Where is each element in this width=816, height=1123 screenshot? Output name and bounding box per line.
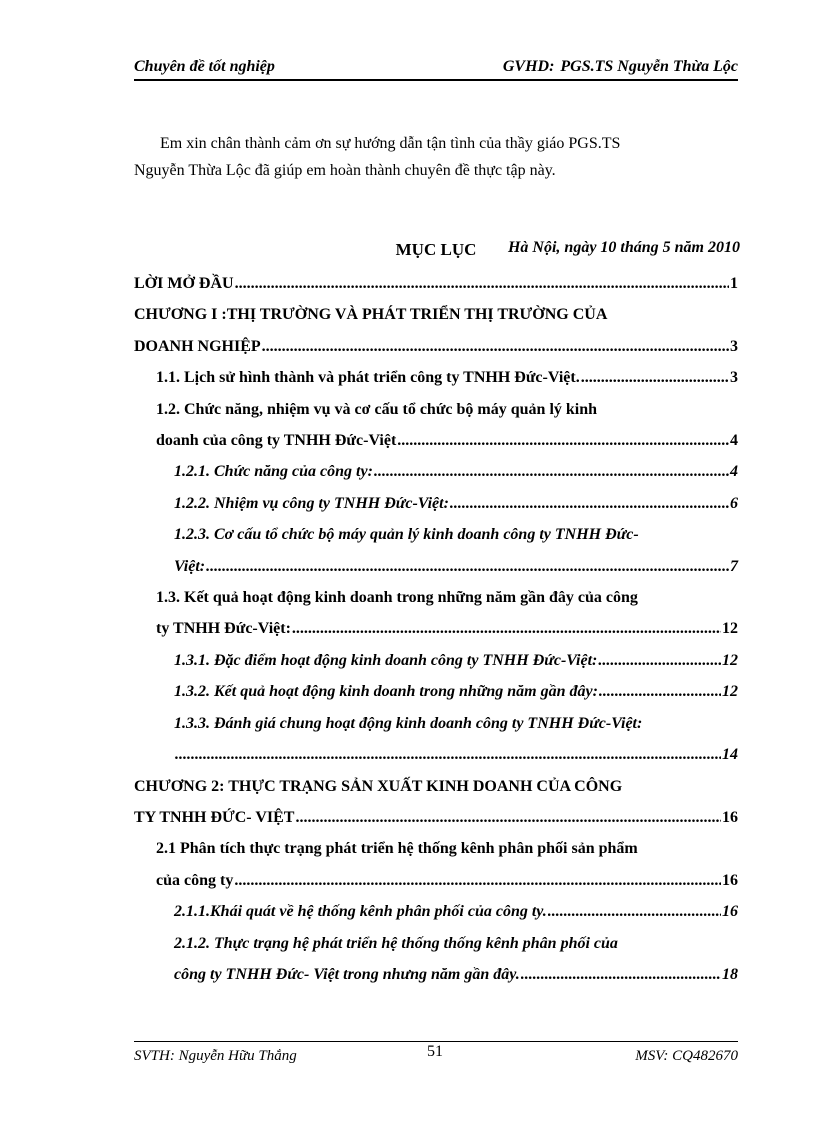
toc-page-number: 18 (722, 965, 738, 983)
dot-leader (206, 551, 729, 582)
dot-leader (262, 331, 729, 362)
toc-page-number: 3 (730, 369, 738, 387)
toc-page-number: 4 (730, 432, 738, 450)
toc-entry-1-3[interactable]: 1.3. Kết quả hoạt động kinh doanh trong những năm gần đây của công ty TNHH Đức-Việt: ..... 12 (134, 582, 738, 645)
footer-student-name: SVTH: Nguyễn Hữu Thắng (134, 1048, 297, 1064)
toc-entry-1-3-3[interactable]: 1.3.3. Đánh giá chung hoạt động kinh doanh công ty TNHH Đức-Việt: ..... 14 (134, 708, 738, 771)
toc-entry-2-1[interactable]: 2.1 Phân tích thực trạng phát triển hệ thống kênh phân phối sản phẩm của công ty ..... 16 (134, 833, 738, 896)
date-line: Hà Nội, ngày 10 tháng 5 năm 2010 (507, 239, 740, 256)
toc-page-number: 7 (730, 557, 738, 575)
toc-page-number: 1 (730, 275, 738, 292)
dot-leader (397, 425, 729, 456)
header-advisor-label: GVHD: (502, 58, 555, 75)
toc-page-number: 12 (722, 651, 738, 669)
toc-entry-1-2-2[interactable]: 1.2.2. Nhiệm vụ công ty TNHH Đức-Việt: ..... 6 (134, 488, 738, 519)
header-advisor (503, 58, 738, 76)
toc-entry-2-1-1[interactable]: 2.1.1.Khái quát về hệ thống kênh phân phối của công ty. ..... 16 (134, 896, 738, 927)
dot-leader (374, 456, 729, 487)
toc-page-number: 3 (730, 337, 738, 355)
table-of-contents (134, 268, 738, 990)
dot-leader (235, 268, 729, 299)
toc-entry-1-2[interactable]: 1.2. Chức năng, nhiệm vụ và cơ cấu tổ chức bộ máy quản lý kinh doanh của công ty TNHH Đức-Việt ..... 4 (134, 394, 738, 457)
toc-page-number: 16 (722, 871, 738, 889)
toc-page-number: 14 (722, 746, 738, 764)
toc-entry-2-1-2[interactable]: 2.1.2. Thực trạng hệ phát triển hệ thống thống kênh phân phối của công ty TNHH Đức- Việt trong nhưng năm gần đây. ..... 18 (134, 928, 738, 991)
toc-page-number: 12 (722, 683, 738, 701)
toc-entry-1-2-3[interactable]: 1.2.3. Cơ cấu tổ chức bộ máy quản lý kinh doanh công ty TNHH Đức- Việt: ..... 7 (134, 519, 738, 582)
dot-leader (295, 802, 721, 833)
page-header (134, 58, 738, 81)
dot-leader (292, 613, 721, 644)
dot-leader (175, 739, 721, 770)
dot-leader (548, 896, 721, 927)
toc-title: MỤC LỤC (395, 240, 477, 259)
header-document-type: Chuyên đề tốt nghiệp (134, 58, 275, 75)
dot-leader (521, 959, 721, 990)
dot-leader (599, 676, 721, 707)
page-number: 51 (427, 1043, 443, 1060)
dot-leader (234, 865, 721, 896)
dot-leader (581, 362, 729, 393)
dot-leader (598, 645, 721, 676)
dot-leader (450, 488, 729, 519)
acknowledgement-paragraph (134, 130, 738, 184)
toc-entry-1-1[interactable]: 1.1. Lịch sử hình thành và phát triển công ty TNHH Đức-Việt. ..... 3 (134, 362, 738, 393)
toc-entry-1-2-1[interactable]: 1.2.1. Chức năng của công ty: ..... 4 (134, 456, 738, 487)
acknowledgement-line: Em xin chân thành cảm ơn sự hướng dẫn tận tình của thầy giáo PGS.TS (160, 135, 621, 152)
toc-entry-1-3-2[interactable]: 1.3.2. Kết quả hoạt động kinh doanh trong những năm gần đây: ..... 12 (134, 676, 738, 707)
toc-page-number: 6 (730, 494, 738, 512)
header-advisor-name: PGS.TS Nguyễn Thừa Lộc (560, 58, 738, 75)
toc-page-number: 4 (730, 463, 738, 481)
toc-page-number: 16 (722, 903, 738, 921)
toc-entry-loi-mo-dau[interactable]: LỜI MỞ ĐẦU ..... 1 (134, 268, 738, 299)
toc-entry-1-3-1[interactable]: 1.3.1. Đặc điểm hoạt động kinh doanh công ty TNHH Đức-Việt: ..... 12 (134, 645, 738, 676)
toc-page-number: 16 (722, 808, 738, 826)
toc-entry-chuong-2[interactable]: CHƯƠNG 2: THỰC TRẠNG SẢN XUẤT KINH DOANH CỦA CÔNG TY TNHH ĐỨC- VIỆT ..... 16 (134, 771, 738, 834)
toc-page-number: 12 (722, 620, 738, 638)
toc-entry-chuong-1[interactable]: CHƯƠNG I :THỊ TRƯỜNG VÀ PHÁT TRIỂN THỊ TRƯỜNG CỦA DOANH NGHIỆP ..... 3 (134, 299, 738, 362)
acknowledgement-line: Nguyễn Thừa Lộc đã giúp em hoàn thành chuyên đề thực tập này. (134, 162, 556, 179)
footer-student-id: MSV: CQ482670 (635, 1048, 738, 1064)
